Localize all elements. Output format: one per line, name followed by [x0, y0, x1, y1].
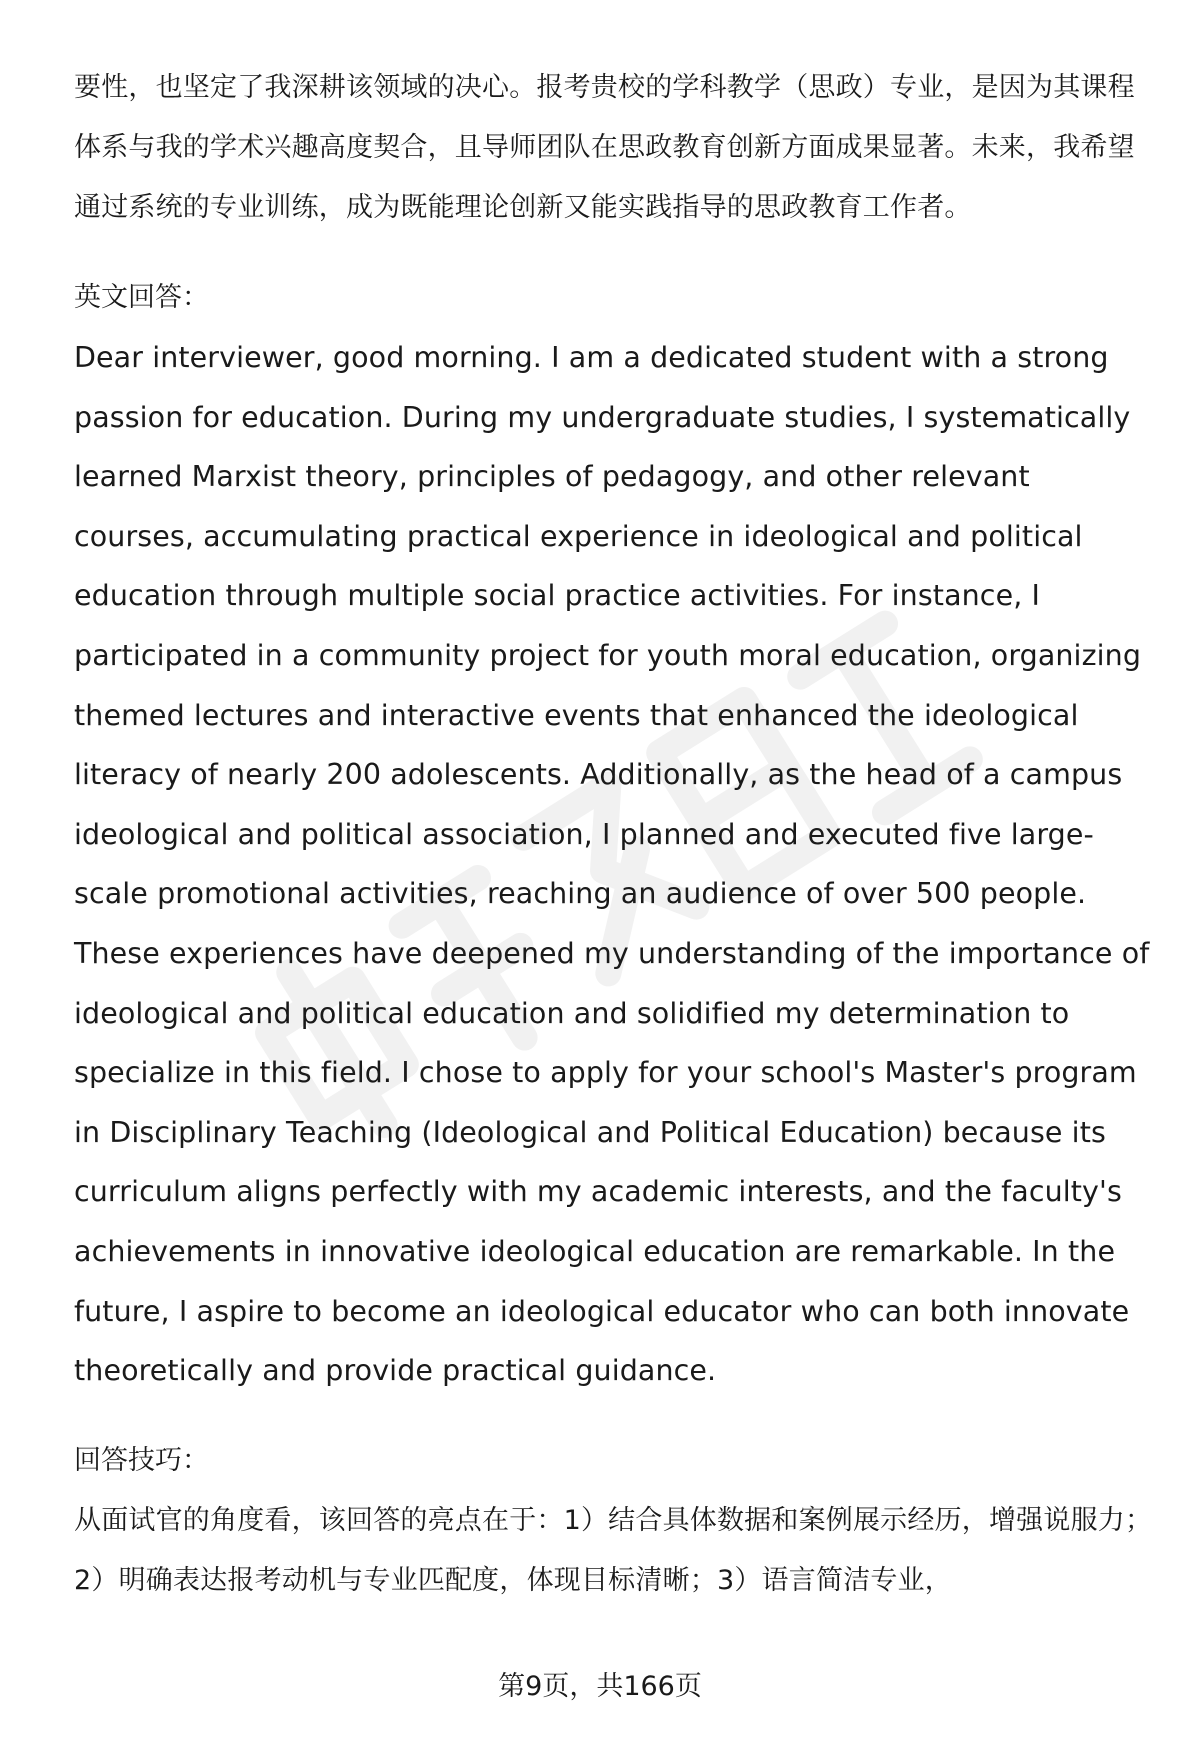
intro-paragraph: 要性，也坚定了我深耕该领域的决心。报考贵校的学科教学（思政）专业，是因为其课程体系与我的学术兴趣高度契合，且导师团队在思政教育创新方面成果显著。未来，我希望通过系统的专业训练，成为既能理论创新又能实践指导的思政教育工作者。	[74, 72, 1135, 223]
english-answer-body: Dear interviewer, good morning. I am a dedicated student with a strong passion for education. During my undergraduate studies, I systematically learned Marxist theory, principles of pedagogy, and other relevant courses, accumulating practical experience in ideological and political education through multiple social practice activities. For instance, I participated in a community project for youth moral education, organizing themed lectures and interactive events that enhanced the ideological literacy of nearly 200 adolescents. Additionally, as the head of a campus ideological and political association, I planned and executed five large-scale promotional activities, reaching an audience of over 500 people. These experiences have deepened my understanding of the importance of ideological and political education and solidified my determination to specialize in this field. I chose to apply for your school's Master's program in Disciplinary Teaching (Ideological and Political Education) because its curriculum aligns perfectly with my academic interests, and the faculty's achievements in innovative ideological education are remarkable. In the future, I aspire to become an ideological educator who can both innovate theoretically and provide practical guidance.	[74, 341, 1150, 1388]
answer-tips-label: 回答技巧：	[74, 1444, 209, 1476]
page-indicator: 第9页，共166页	[498, 1671, 702, 1702]
english-answer-label: 英文回答：	[74, 282, 209, 313]
document-page	[74, 58, 1154, 1611]
answer-tips-body: 从面试官的角度看，该回答的亮点在于：1）结合具体数据和案例展示经历，增强说服力；2）明确表达报考动机与专业匹配度，体现目标清晰；3）语言简洁专业，	[74, 1504, 1153, 1596]
